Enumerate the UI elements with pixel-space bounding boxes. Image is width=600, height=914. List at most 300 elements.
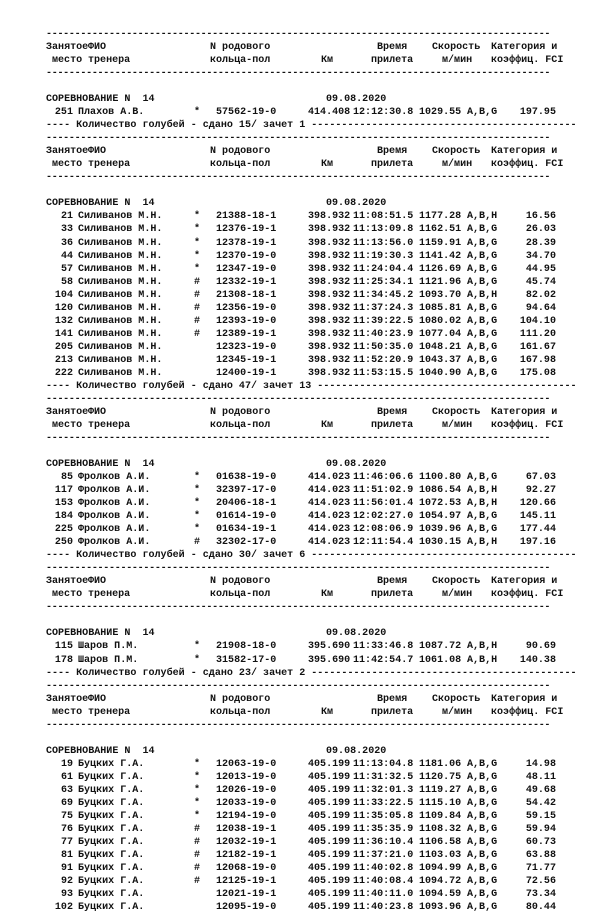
cell-mark: * <box>194 758 201 770</box>
cell-trainer: Буцких Г.А. <box>78 863 145 874</box>
cell-speed: 1115.10 <box>419 797 462 809</box>
cell-trainer: Буцких Г.А. <box>78 810 145 822</box>
table-row <box>46 510 586 523</box>
cell-place: 91 <box>60 863 73 874</box>
cell-place: 76 <box>60 823 73 835</box>
cell-place: 250 <box>54 537 73 549</box>
cell-time: 12:08:06.9 <box>353 524 414 536</box>
cell-place: 44 <box>60 250 73 262</box>
cell-ring: 01638-19-0 <box>216 472 277 484</box>
cell-time: 11:37:24.3 <box>353 302 414 314</box>
cell-time: 11:37:21.0 <box>353 849 414 861</box>
table-row <box>46 367 586 380</box>
cell-mark: * <box>194 524 201 536</box>
cell-time: 11:13:09.8 <box>353 224 414 236</box>
header-time: прилета <box>371 419 414 431</box>
cell-category: A,B,G <box>467 784 498 796</box>
cell-place: 132 <box>54 315 73 327</box>
table-row <box>46 484 586 497</box>
table-row <box>46 497 586 510</box>
cell-speed: 1121.96 <box>419 276 462 288</box>
cell-fci: 73.34 <box>525 889 556 901</box>
cell-mark: # <box>194 302 201 314</box>
cell-time: 11:40:23.8 <box>353 902 414 914</box>
cell-mark: * <box>194 237 201 249</box>
results-page <box>46 28 586 914</box>
cell-ring: 01614-19-0 <box>216 511 277 523</box>
cell-ring: 12356-19-0 <box>216 302 277 314</box>
cell-category: A,B,G <box>467 224 498 236</box>
cell-time: 11:08:51.5 <box>353 211 414 223</box>
header-cat: Категория и <box>491 146 558 158</box>
cell-place: 213 <box>54 354 73 366</box>
cell-fci: 60.73 <box>525 836 556 848</box>
cell-category: A,B,H <box>467 641 498 653</box>
cell-category: A,B,G <box>467 823 498 835</box>
header-time: прилета <box>371 706 414 718</box>
cell-category: A,B,G <box>467 902 498 914</box>
header-place: Занятое <box>46 693 89 705</box>
header-ring: N родового <box>210 693 271 705</box>
cell-ring: 12063-19-0 <box>216 758 277 770</box>
cell-ring: 12370-19-0 <box>216 250 277 262</box>
competition-name: СОРЕВНОВАНИЕ N 14 <box>46 459 155 471</box>
cell-fci: 28.39 <box>525 237 556 249</box>
cell-category: A,B,G <box>467 354 498 366</box>
cell-km: 395.690 <box>308 654 351 666</box>
cell-speed: 1094.99 <box>419 863 462 874</box>
cell-category: A,B,H <box>467 211 498 223</box>
cell-km: 414.023 <box>308 472 351 484</box>
cell-place: 153 <box>54 498 73 510</box>
cell-speed: 1093.96 <box>419 902 462 914</box>
cell-place: 222 <box>54 367 73 379</box>
header-place: Занятое <box>46 406 89 418</box>
cell-km: 405.199 <box>308 863 351 874</box>
cell-place: 178 <box>54 654 73 666</box>
cell-ring: 01634-19-1 <box>216 524 277 536</box>
cell-speed: 1109.84 <box>419 810 462 822</box>
competition-date: 09.08.2020 <box>326 628 387 640</box>
header-speed: Скорость <box>432 146 481 158</box>
cell-place: 115 <box>54 641 73 653</box>
cell-place: 57 <box>60 263 73 275</box>
cell-time: 11:42:54.7 <box>353 654 414 666</box>
cell-fci: 71.77 <box>525 863 556 874</box>
cell-mark: # <box>194 876 201 888</box>
cell-category: A,B,G <box>467 876 498 888</box>
cell-fci: 92.27 <box>525 485 556 497</box>
cell-category: A,B,G <box>467 237 498 249</box>
cell-mark: # <box>194 328 201 340</box>
cell-speed: 1039.96 <box>419 524 462 536</box>
cell-time: 11:40:11.0 <box>353 889 414 901</box>
cell-category: A,B,H <box>467 654 498 666</box>
cell-category: A,B,G <box>467 524 498 536</box>
cell-fci: 177.44 <box>519 524 556 536</box>
header-ring: кольца-пол <box>210 55 271 67</box>
cell-ring: 12345-19-1 <box>216 354 277 366</box>
separator-line: ---------------------------------------------------------------------------------------- <box>46 680 551 692</box>
cell-category: A,B,G <box>467 771 498 783</box>
cell-km: 405.199 <box>308 758 351 770</box>
separator-line: ---------------------------------------------------------------------------------------- <box>46 29 551 40</box>
header-time: прилета <box>371 55 414 67</box>
competition-row <box>46 745 586 758</box>
cell-ring: 57562-19-0 <box>216 107 277 119</box>
table-row <box>46 250 586 263</box>
header-speed: Скорость <box>432 693 481 705</box>
cell-trainer: Буцких Г.А. <box>78 784 145 796</box>
table-row <box>46 901 586 914</box>
header-fio: ФИО <box>88 42 107 54</box>
cell-speed: 1093.70 <box>419 289 462 301</box>
header-row <box>46 158 586 171</box>
cell-ring: 12376-19-1 <box>216 224 277 236</box>
cell-place: 141 <box>54 328 73 340</box>
header-time: Время <box>377 406 408 418</box>
cell-category: A,B,G <box>467 263 498 275</box>
cell-km: 398.932 <box>308 224 351 236</box>
cell-speed: 1086.54 <box>419 485 462 497</box>
cell-fci: 14.98 <box>525 758 556 770</box>
header-place: Занятое <box>46 146 89 158</box>
cell-place: 19 <box>60 758 73 770</box>
header-row <box>46 575 586 588</box>
cell-place: 77 <box>60 836 73 848</box>
cell-time: 11:33:22.5 <box>353 797 414 809</box>
cell-trainer: Фролков А.И. <box>78 511 151 523</box>
cell-place: 104 <box>54 289 73 301</box>
cell-fci: 104.10 <box>519 315 556 327</box>
header-cat: коэффиц. FCI <box>491 589 564 601</box>
cell-fci: 44.95 <box>525 263 556 275</box>
cell-speed: 1087.72 <box>419 641 462 653</box>
cell-time: 11:33:46.8 <box>353 641 414 653</box>
header-time: Время <box>377 146 408 158</box>
cell-km: 398.932 <box>308 289 351 301</box>
cell-trainer: Буцких Г.А. <box>78 771 145 783</box>
cell-fci: 45.74 <box>525 276 556 288</box>
header-ring: N родового <box>210 576 271 588</box>
cell-place: 120 <box>54 302 73 314</box>
cell-km: 405.199 <box>308 797 351 809</box>
header-cat: Категория и <box>491 406 558 418</box>
cell-fci: 111.20 <box>519 328 556 340</box>
cell-speed: 1119.27 <box>419 784 462 796</box>
cell-time: 11:25:34.1 <box>353 276 414 288</box>
cell-trainer: Силиванов М.Н. <box>78 289 163 301</box>
cell-speed: 1100.80 <box>419 472 462 484</box>
header-cat: коэффиц. FCI <box>491 55 564 67</box>
cell-speed: 1094.72 <box>419 876 462 888</box>
cell-fci: 63.88 <box>525 849 556 861</box>
cell-speed: 1029.55 <box>419 107 462 119</box>
header-fio: тренера <box>88 706 131 718</box>
cell-time: 11:34:45.2 <box>353 289 414 301</box>
cell-mark: # <box>194 836 201 848</box>
header-ring: N родового <box>210 406 271 418</box>
cell-place: 33 <box>60 224 73 236</box>
cell-category: A,B,G <box>467 810 498 822</box>
cell-category: A,B,G <box>467 797 498 809</box>
cell-category: A,B,G <box>467 250 498 262</box>
cell-speed: 1030.15 <box>419 537 462 549</box>
header-row <box>46 706 586 719</box>
header-speed: Скорость <box>432 42 481 54</box>
cell-trainer: Буцких Г.А. <box>78 797 145 809</box>
cell-km: 398.932 <box>308 367 351 379</box>
cell-time: 12:02:27.0 <box>353 511 414 523</box>
header-row <box>46 41 586 54</box>
cell-fci: 49.68 <box>525 784 556 796</box>
cell-km: 398.932 <box>308 315 351 327</box>
cell-category: A,B,H <box>467 289 498 301</box>
table-row <box>46 771 586 784</box>
header-speed: м/мин <box>442 706 473 718</box>
cell-km: 405.199 <box>308 889 351 901</box>
cell-time: 11:32:01.3 <box>353 784 414 796</box>
cell-category: A,B,G <box>467 315 498 327</box>
cell-speed: 1040.90 <box>419 367 462 379</box>
header-time: прилета <box>371 159 414 171</box>
header-time: прилета <box>371 589 414 601</box>
cell-speed: 1077.04 <box>419 328 462 340</box>
cell-fci: 120.66 <box>519 498 556 510</box>
header-km: Км <box>321 159 334 171</box>
table-row <box>46 523 586 536</box>
cell-time: 11:24:04.4 <box>353 263 414 275</box>
competition-date: 09.08.2020 <box>326 459 387 471</box>
cell-trainer: Силиванов М.Н. <box>78 315 163 327</box>
header-ring: кольца-пол <box>210 159 271 171</box>
competition-name: СОРЕВНОВАНИЕ N 14 <box>46 94 155 106</box>
cell-fci: 161.67 <box>519 341 556 353</box>
summary-line: ---- Количество голубей - сдано 23/ зачет 2 -------------------------------------------- <box>46 667 577 679</box>
cell-km: 405.199 <box>308 876 351 888</box>
header-speed: м/мин <box>442 589 473 601</box>
cell-place: 225 <box>54 524 73 536</box>
cell-mark: * <box>194 107 201 119</box>
cell-km: 405.199 <box>308 771 351 783</box>
separator-line: ---------------------------------------------------------------------------------------- <box>46 393 551 405</box>
cell-place: 85 <box>60 472 73 484</box>
header-ring: N родового <box>210 42 271 54</box>
cell-speed: 1159.91 <box>419 237 462 249</box>
cell-category: A,B,G <box>467 889 498 901</box>
cell-mark: # <box>194 276 201 288</box>
cell-trainer: Силиванов М.Н. <box>78 328 163 340</box>
summary-line: ---- Количество голубей - сдано 30/ зачет 6 -------------------------------------------- <box>46 550 577 562</box>
cell-mark: # <box>194 849 201 861</box>
cell-ring: 12323-19-0 <box>216 341 277 353</box>
blank-line <box>46 732 586 745</box>
cell-km: 398.932 <box>308 263 351 275</box>
cell-trainer: Шаров П.М. <box>78 641 139 653</box>
header-cat: коэффиц. FCI <box>491 159 564 171</box>
cell-ring: 32397-17-0 <box>216 485 277 497</box>
cell-trainer: Силиванов М.Н. <box>78 354 163 366</box>
header-speed: м/мин <box>442 159 473 171</box>
cell-speed: 1126.69 <box>419 263 462 275</box>
cell-ring: 12332-19-1 <box>216 276 277 288</box>
cell-mark: * <box>194 485 201 497</box>
table-row <box>46 276 586 289</box>
separator-line: ---------------------------------------------------------------------------------------- <box>46 68 551 80</box>
cell-speed: 1162.51 <box>419 224 462 236</box>
cell-ring: 12026-19-0 <box>216 784 277 796</box>
cell-place: 58 <box>60 276 73 288</box>
cell-time: 11:39:22.5 <box>353 315 414 327</box>
cell-time: 11:40:02.8 <box>353 863 414 874</box>
table-row <box>46 536 586 549</box>
cell-place: 102 <box>54 902 73 914</box>
cell-mark: * <box>194 797 201 809</box>
cell-category: A,B,G <box>467 341 498 353</box>
header-fio: тренера <box>88 589 131 601</box>
header-place: место <box>52 55 83 67</box>
competition-name: СОРЕВНОВАНИЕ N 14 <box>46 198 155 210</box>
cell-mark: * <box>194 511 201 523</box>
header-speed: Скорость <box>432 406 481 418</box>
cell-fci: 94.64 <box>525 302 556 314</box>
header-place: место <box>52 706 83 718</box>
cell-km: 405.199 <box>308 849 351 861</box>
header-km: Км <box>321 55 334 67</box>
table-row <box>46 289 586 302</box>
cell-mark: # <box>194 315 201 327</box>
cell-ring: 12033-19-0 <box>216 797 277 809</box>
cell-trainer: Силиванов М.Н. <box>78 367 163 379</box>
cell-place: 61 <box>60 771 73 783</box>
cell-fci: 16.56 <box>525 211 556 223</box>
cell-fci: 26.03 <box>525 224 556 236</box>
competition-name: СОРЕВНОВАНИЕ N 14 <box>46 745 155 757</box>
cell-mark: * <box>194 211 201 223</box>
cell-fci: 67.03 <box>525 472 556 484</box>
cell-place: 81 <box>60 849 73 861</box>
cell-mark: * <box>194 810 201 822</box>
cell-ring: 12032-19-1 <box>216 836 277 848</box>
cell-fci: 197.95 <box>519 107 556 119</box>
cell-category: A,B,G <box>467 863 498 874</box>
cell-category: A,B,H <box>467 537 498 549</box>
cell-ring: 12194-19-0 <box>216 810 277 822</box>
separator-line: ---------------------------------------------------------------------------------------- <box>46 172 551 184</box>
cell-ring: 12347-19-0 <box>216 263 277 275</box>
table-row <box>46 302 586 315</box>
cell-fci: 72.56 <box>525 876 556 888</box>
cell-place: 69 <box>60 797 73 809</box>
cell-time: 12:12:30.8 <box>353 107 414 119</box>
cell-time: 11:36:10.4 <box>353 836 414 848</box>
header-speed: м/мин <box>442 419 473 431</box>
cell-category: A,B,H <box>467 485 498 497</box>
cell-trainer: Силиванов М.Н. <box>78 237 163 249</box>
header-speed: Скорость <box>432 576 481 588</box>
cell-category: A,B,G <box>467 758 498 770</box>
cell-category: A,B,H <box>467 498 498 510</box>
cell-speed: 1181.06 <box>419 758 462 770</box>
cell-speed: 1054.97 <box>419 511 462 523</box>
cell-ring: 12389-19-1 <box>216 328 277 340</box>
header-cat: коэффиц. FCI <box>491 706 564 718</box>
cell-place: 184 <box>54 511 73 523</box>
cell-trainer: Фролков А.И. <box>78 524 151 536</box>
cell-km: 414.023 <box>308 524 351 536</box>
table-row <box>46 849 586 862</box>
table-row <box>46 758 586 771</box>
cell-ring: 12021-19-1 <box>216 889 277 901</box>
cell-fci: 59.15 <box>525 810 556 822</box>
cell-fci: 80.44 <box>525 902 556 914</box>
cell-ring: 21908-18-0 <box>216 641 277 653</box>
cell-speed: 1141.42 <box>419 250 462 262</box>
cell-place: 75 <box>60 810 73 822</box>
table-row <box>46 810 586 823</box>
cell-mark: # <box>194 289 201 301</box>
header-place: место <box>52 589 83 601</box>
cell-time: 11:51:02.9 <box>353 485 414 497</box>
header-cat: Категория и <box>491 42 558 54</box>
cell-km: 398.932 <box>308 250 351 262</box>
cell-place: 36 <box>60 237 73 249</box>
cell-trainer: Силиванов М.Н. <box>78 341 163 353</box>
cell-time: 11:40:08.4 <box>353 876 414 888</box>
cell-trainer: Шаров П.М. <box>78 654 139 666</box>
blank-line <box>46 80 586 93</box>
cell-km: 398.932 <box>308 328 351 340</box>
cell-ring: 12013-19-0 <box>216 771 277 783</box>
cell-time: 11:13:56.0 <box>353 237 414 249</box>
header-ring: кольца-пол <box>210 706 271 718</box>
header-speed: м/мин <box>442 55 473 67</box>
table-row <box>46 237 586 250</box>
cell-mark: * <box>194 263 201 275</box>
header-fio: ФИО <box>88 576 107 588</box>
separator-line: ---------------------------------------------------------------------------------------- <box>46 432 551 444</box>
cell-speed: 1103.03 <box>419 849 462 861</box>
cell-km: 414.023 <box>308 498 351 510</box>
cell-trainer: Буцких Г.А. <box>78 876 145 888</box>
cell-km: 405.199 <box>308 784 351 796</box>
cell-trainer: Буцких Г.А. <box>78 836 145 848</box>
cell-category: A,B,G <box>467 276 498 288</box>
cell-time: 11:13:04.8 <box>353 758 414 770</box>
header-time: Время <box>377 42 408 54</box>
table-row <box>46 106 586 119</box>
cell-fci: 90.69 <box>525 641 556 653</box>
header-ring: кольца-пол <box>210 589 271 601</box>
cell-km: 414.023 <box>308 537 351 549</box>
header-cat: Категория и <box>491 693 558 705</box>
cell-ring: 12038-19-1 <box>216 823 277 835</box>
blank-line <box>46 184 586 197</box>
cell-time: 12:11:54.4 <box>353 537 414 549</box>
cell-trainer: Силиванов М.Н. <box>78 224 163 236</box>
cell-mark: * <box>194 771 201 783</box>
cell-km: 398.932 <box>308 276 351 288</box>
cell-km: 405.199 <box>308 902 351 914</box>
cell-time: 11:53:15.5 <box>353 367 414 379</box>
cell-trainer: Плахов А.В. <box>78 107 145 119</box>
cell-time: 11:46:06.6 <box>353 472 414 484</box>
cell-time: 11:19:30.3 <box>353 250 414 262</box>
table-row <box>46 862 586 875</box>
cell-mark: * <box>194 472 201 484</box>
cell-ring: 12095-19-0 <box>216 902 277 914</box>
cell-place: 21 <box>60 211 73 223</box>
